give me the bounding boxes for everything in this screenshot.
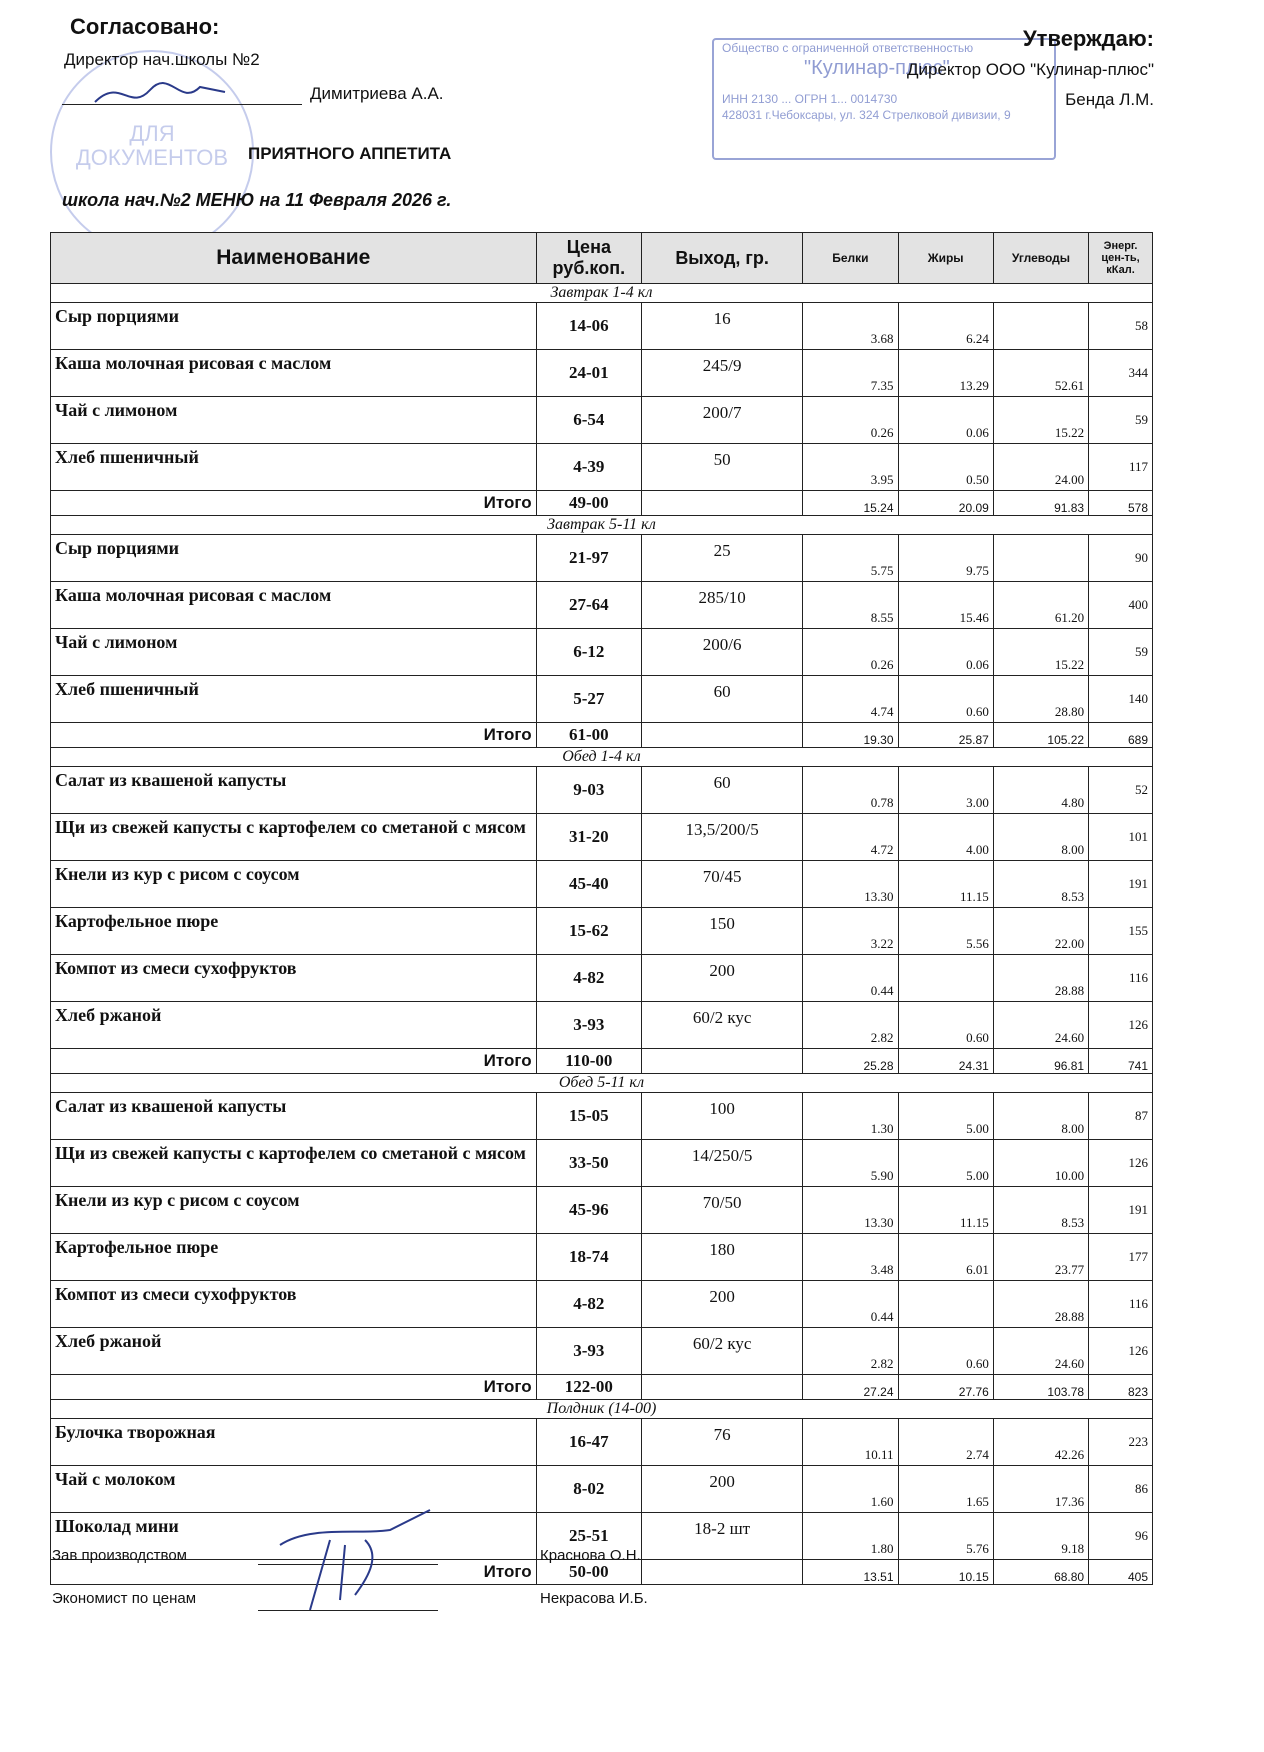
table-row <box>51 397 1153 444</box>
dish-kcal: 155 <box>1089 908 1153 955</box>
dish-yield: 13,5/200/5 <box>642 814 803 861</box>
bon-appetit: ПРИЯТНОГО АППЕТИТА <box>248 144 452 163</box>
dish-carbs: 24.60 <box>993 1002 1088 1049</box>
dish-price: 6-54 <box>536 397 641 444</box>
col-price-header: Цена руб.коп. <box>536 233 641 284</box>
table-row <box>51 629 1153 676</box>
col-name-header: Наименование <box>51 233 537 284</box>
total-label: Итого <box>51 1375 537 1400</box>
section-title: Обед 1-4 кл <box>51 748 1153 767</box>
dish-carbs: 28.88 <box>993 955 1088 1002</box>
dish-kcal: 126 <box>1089 1140 1153 1187</box>
dish-carbs: 24.00 <box>993 444 1088 491</box>
dish-name: Чай с молоком <box>51 1466 537 1513</box>
dish-yield: 200 <box>642 955 803 1002</box>
dish-yield: 70/45 <box>642 861 803 908</box>
dish-price: 31-20 <box>536 814 641 861</box>
dish-yield: 245/9 <box>642 350 803 397</box>
dish-kcal: 90 <box>1089 535 1153 582</box>
dish-protein: 8.55 <box>803 582 898 629</box>
total-fat: 25.87 <box>898 723 993 748</box>
dish-fat: 11.15 <box>898 861 993 908</box>
dish-name: Булочка творожная <box>51 1419 537 1466</box>
dish-fat: 0.06 <box>898 397 993 444</box>
table-row <box>51 1002 1153 1049</box>
menu-body <box>51 284 1153 1585</box>
total-fat: 24.31 <box>898 1049 993 1074</box>
table-row <box>51 1234 1153 1281</box>
dish-kcal: 191 <box>1089 1187 1153 1234</box>
dish-protein: 7.35 <box>803 350 898 397</box>
dish-carbs: 8.00 <box>993 814 1088 861</box>
dish-yield: 200 <box>642 1281 803 1328</box>
dish-carbs: 15.22 <box>993 397 1088 444</box>
approved-signature <box>90 72 230 116</box>
total-protein: 25.28 <box>803 1049 898 1074</box>
total-carbs: 103.78 <box>993 1375 1088 1400</box>
dish-name: Салат из квашеной капусты <box>51 1093 537 1140</box>
dish-protein: 0.44 <box>803 1281 898 1328</box>
dish-fat: 6.01 <box>898 1234 993 1281</box>
total-yield-empty <box>642 723 803 748</box>
dish-protein: 2.82 <box>803 1328 898 1375</box>
dish-protein: 0.78 <box>803 767 898 814</box>
dish-price: 4-82 <box>536 1281 641 1328</box>
total-fat: 10.15 <box>898 1560 993 1585</box>
dish-price: 16-47 <box>536 1419 641 1466</box>
dish-protein: 0.44 <box>803 955 898 1002</box>
dish-carbs: 22.00 <box>993 908 1088 955</box>
footer-signature <box>270 1505 450 1615</box>
table-row <box>51 908 1153 955</box>
dish-yield: 25 <box>642 535 803 582</box>
total-label: Итого <box>51 1560 537 1585</box>
dish-protein: 3.48 <box>803 1234 898 1281</box>
dish-yield: 100 <box>642 1093 803 1140</box>
dish-carbs: 8.53 <box>993 1187 1088 1234</box>
total-label: Итого <box>51 491 537 516</box>
dish-protein: 4.74 <box>803 676 898 723</box>
dish-price: 4-39 <box>536 444 641 491</box>
dish-fat: 13.29 <box>898 350 993 397</box>
dish-kcal: 101 <box>1089 814 1153 861</box>
dish-name: Кнели из кур с рисом с соусом <box>51 1187 537 1234</box>
dish-yield: 60 <box>642 676 803 723</box>
stamp-line-1: Общество с ограниченной ответственностью <box>722 41 974 55</box>
dish-protein: 3.95 <box>803 444 898 491</box>
total-protein: 13.51 <box>803 1560 898 1585</box>
dish-name: Сыр порциями <box>51 303 537 350</box>
table-row <box>51 1187 1153 1234</box>
dish-carbs: 28.80 <box>993 676 1088 723</box>
total-row <box>51 1375 1153 1400</box>
dish-kcal: 344 <box>1089 350 1153 397</box>
dish-yield: 60/2 кус <box>642 1002 803 1049</box>
dish-yield: 150 <box>642 908 803 955</box>
dish-yield: 285/10 <box>642 582 803 629</box>
dish-protein: 2.82 <box>803 1002 898 1049</box>
approved-title: Согласовано: <box>70 14 220 39</box>
dish-price: 27-64 <box>536 582 641 629</box>
dish-kcal: 400 <box>1089 582 1153 629</box>
dish-fat <box>898 955 993 1002</box>
total-row <box>51 491 1153 516</box>
dish-fat: 2.74 <box>898 1419 993 1466</box>
table-row <box>51 1419 1153 1466</box>
total-kcal: 405 <box>1089 1560 1153 1585</box>
dish-kcal: 87 <box>1089 1093 1153 1140</box>
dish-price: 9-03 <box>536 767 641 814</box>
dish-protein: 3.68 <box>803 303 898 350</box>
total-kcal: 689 <box>1089 723 1153 748</box>
table-row <box>51 1466 1153 1513</box>
dish-yield: 14/250/5 <box>642 1140 803 1187</box>
dish-carbs: 15.22 <box>993 629 1088 676</box>
section-header-row <box>51 1400 1153 1419</box>
dish-price: 15-62 <box>536 908 641 955</box>
dish-price: 24-01 <box>536 350 641 397</box>
dish-protein: 1.80 <box>803 1513 898 1560</box>
dish-fat: 5.56 <box>898 908 993 955</box>
dish-yield: 76 <box>642 1419 803 1466</box>
dish-protein: 10.11 <box>803 1419 898 1466</box>
dish-price: 45-96 <box>536 1187 641 1234</box>
stamp-line-2: "Кулинар-плюс" <box>804 57 950 79</box>
total-kcal: 823 <box>1089 1375 1153 1400</box>
footer-name-2: Некрасова И.Б. <box>540 1590 648 1607</box>
dish-kcal: 177 <box>1089 1234 1153 1281</box>
dish-fat: 15.46 <box>898 582 993 629</box>
dish-fat: 9.75 <box>898 535 993 582</box>
dish-name: Каша молочная рисовая с маслом <box>51 582 537 629</box>
round-stamp-text: ДЛЯ ДОКУМЕНТОВ <box>75 121 229 170</box>
total-carbs: 91.83 <box>993 491 1088 516</box>
dish-kcal: 52 <box>1089 767 1153 814</box>
table-row <box>51 861 1153 908</box>
dish-carbs: 10.00 <box>993 1140 1088 1187</box>
dish-kcal: 86 <box>1089 1466 1153 1513</box>
dish-fat: 6.24 <box>898 303 993 350</box>
dish-name: Хлеб пшеничный <box>51 444 537 491</box>
dish-price: 18-74 <box>536 1234 641 1281</box>
total-row <box>51 1049 1153 1074</box>
dish-yield: 16 <box>642 303 803 350</box>
total-protein: 15.24 <box>803 491 898 516</box>
total-price: 50-00 <box>536 1560 641 1585</box>
dish-name: Картофельное пюре <box>51 1234 537 1281</box>
total-label: Итого <box>51 723 537 748</box>
col-fat-header: Жиры <box>898 233 993 284</box>
dish-carbs <box>993 535 1088 582</box>
table-row <box>51 955 1153 1002</box>
dish-price: 3-93 <box>536 1002 641 1049</box>
dish-yield: 200/7 <box>642 397 803 444</box>
dish-price: 4-82 <box>536 955 641 1002</box>
col-energy-header: Энерг. цен-ть, кКал. <box>1089 233 1153 284</box>
dish-name: Щи из свежей капусты с картофелем со сметаной с мясом <box>51 1140 537 1187</box>
dish-protein: 4.72 <box>803 814 898 861</box>
footer-name-1: Краснова О.Н. <box>540 1547 641 1564</box>
dish-yield: 60/2 кус <box>642 1328 803 1375</box>
dish-name: Хлеб пшеничный <box>51 676 537 723</box>
footer-role-2: Экономист по ценам <box>52 1590 197 1607</box>
dish-fat: 0.06 <box>898 629 993 676</box>
company-stamp <box>712 38 1056 160</box>
total-fat: 27.76 <box>898 1375 993 1400</box>
section-title: Обед 5-11 кл <box>51 1074 1153 1093</box>
dish-price: 33-50 <box>536 1140 641 1187</box>
dish-carbs: 4.80 <box>993 767 1088 814</box>
table-row <box>51 676 1153 723</box>
table-row <box>51 582 1153 629</box>
dish-yield: 60 <box>642 767 803 814</box>
dish-fat: 4.00 <box>898 814 993 861</box>
col-yield-header: Выход, гр. <box>642 233 803 284</box>
dish-protein: 1.60 <box>803 1466 898 1513</box>
dish-name: Сыр порциями <box>51 535 537 582</box>
footer-signature-line-2 <box>258 1610 438 1611</box>
total-price: 49-00 <box>536 491 641 516</box>
dish-price: 15-05 <box>536 1093 641 1140</box>
dish-carbs: 52.61 <box>993 350 1088 397</box>
dish-carbs: 8.00 <box>993 1093 1088 1140</box>
dish-fat: 0.60 <box>898 1328 993 1375</box>
total-price: 110-00 <box>536 1049 641 1074</box>
dish-carbs: 17.36 <box>993 1466 1088 1513</box>
stamp-line-4: 428031 г.Чебоксары, ул. 324 Стрелковой дивизии, 9 <box>722 108 1011 122</box>
dish-fat: 5.00 <box>898 1093 993 1140</box>
table-row <box>51 1093 1153 1140</box>
section-header-row <box>51 284 1153 303</box>
dish-name: Салат из квашеной капусты <box>51 767 537 814</box>
col-protein-header: Белки <box>803 233 898 284</box>
dish-kcal: 96 <box>1089 1513 1153 1560</box>
dish-carbs: 24.60 <box>993 1328 1088 1375</box>
dish-protein: 0.26 <box>803 629 898 676</box>
dish-carbs: 9.18 <box>993 1513 1088 1560</box>
dish-name: Щи из свежей капусты с картофелем со сметаной с мясом <box>51 814 537 861</box>
dish-price: 25-51 <box>536 1513 641 1560</box>
dish-fat: 0.50 <box>898 444 993 491</box>
total-label: Итого <box>51 1049 537 1074</box>
dish-price: 45-40 <box>536 861 641 908</box>
dish-name: Шоколад мини <box>51 1513 537 1560</box>
total-protein: 19.30 <box>803 723 898 748</box>
footer-role-1: Зав производством <box>52 1547 187 1564</box>
dish-price: 3-93 <box>536 1328 641 1375</box>
dish-fat: 5.76 <box>898 1513 993 1560</box>
dish-carbs <box>993 303 1088 350</box>
dish-kcal: 140 <box>1089 676 1153 723</box>
confirm-position: Директор ООО "Кулинар-плюс" <box>906 60 1154 79</box>
dish-yield: 70/50 <box>642 1187 803 1234</box>
dish-price: 21-97 <box>536 535 641 582</box>
total-kcal: 741 <box>1089 1049 1153 1074</box>
dish-protein: 5.90 <box>803 1140 898 1187</box>
dish-fat: 0.60 <box>898 1002 993 1049</box>
section-title: Завтрак 5-11 кл <box>51 516 1153 535</box>
total-yield-empty <box>642 491 803 516</box>
total-carbs: 105.22 <box>993 723 1088 748</box>
dish-protein: 5.75 <box>803 535 898 582</box>
dish-protein: 0.26 <box>803 397 898 444</box>
dish-price: 6-12 <box>536 629 641 676</box>
dish-price: 5-27 <box>536 676 641 723</box>
section-header-row <box>51 516 1153 535</box>
table-row <box>51 1140 1153 1187</box>
table-row <box>51 814 1153 861</box>
table-row <box>51 535 1153 582</box>
dish-name: Хлеб ржаной <box>51 1002 537 1049</box>
dish-fat: 0.60 <box>898 676 993 723</box>
section-title: Завтрак 1-4 кл <box>51 284 1153 303</box>
total-price: 122-00 <box>536 1375 641 1400</box>
dish-kcal: 58 <box>1089 303 1153 350</box>
total-yield-empty <box>642 1375 803 1400</box>
dish-fat: 5.00 <box>898 1140 993 1187</box>
table-row <box>51 767 1153 814</box>
dish-yield: 50 <box>642 444 803 491</box>
dish-carbs: 8.53 <box>993 861 1088 908</box>
dish-kcal: 116 <box>1089 955 1153 1002</box>
dish-price: 8-02 <box>536 1466 641 1513</box>
dish-name: Хлеб ржаной <box>51 1328 537 1375</box>
table-row <box>51 1328 1153 1375</box>
dish-kcal: 59 <box>1089 629 1153 676</box>
dish-carbs: 42.26 <box>993 1419 1088 1466</box>
dish-protein: 1.30 <box>803 1093 898 1140</box>
section-header-row <box>51 748 1153 767</box>
dish-price: 14-06 <box>536 303 641 350</box>
dish-yield: 200 <box>642 1466 803 1513</box>
dish-name: Компот из смеси сухофруктов <box>51 1281 537 1328</box>
dish-kcal: 117 <box>1089 444 1153 491</box>
dish-kcal: 191 <box>1089 861 1153 908</box>
total-fat: 20.09 <box>898 491 993 516</box>
table-row <box>51 350 1153 397</box>
dish-name: Каша молочная рисовая с маслом <box>51 350 537 397</box>
dish-protein: 3.22 <box>803 908 898 955</box>
dish-name: Картофельное пюре <box>51 908 537 955</box>
total-row <box>51 723 1153 748</box>
total-price: 61-00 <box>536 723 641 748</box>
section-title: Полдник (14-00) <box>51 1400 1153 1419</box>
dish-kcal: 59 <box>1089 397 1153 444</box>
dish-fat: 3.00 <box>898 767 993 814</box>
dish-kcal: 126 <box>1089 1328 1153 1375</box>
dish-carbs: 23.77 <box>993 1234 1088 1281</box>
dish-name: Чай с лимоном <box>51 629 537 676</box>
dish-yield: 180 <box>642 1234 803 1281</box>
total-yield-empty <box>642 1560 803 1585</box>
total-carbs: 96.81 <box>993 1049 1088 1074</box>
dish-fat <box>898 1281 993 1328</box>
total-protein: 27.24 <box>803 1375 898 1400</box>
approved-name: Димитриева А.А. <box>310 84 444 103</box>
table-row <box>51 444 1153 491</box>
menu-table <box>50 232 1153 1585</box>
dish-name: Компот из смеси сухофруктов <box>51 955 537 1002</box>
total-yield-empty <box>642 1049 803 1074</box>
section-header-row <box>51 1074 1153 1093</box>
dish-yield: 18-2 шт <box>642 1513 803 1560</box>
dish-carbs: 61.20 <box>993 582 1088 629</box>
dish-kcal: 116 <box>1089 1281 1153 1328</box>
table-row <box>51 303 1153 350</box>
dish-kcal: 223 <box>1089 1419 1153 1466</box>
total-kcal: 578 <box>1089 491 1153 516</box>
dish-name: Кнели из кур с рисом с соусом <box>51 861 537 908</box>
confirm-title: Утверждаю: <box>1023 26 1154 51</box>
menu-title: школа нач.№2 МЕНЮ на 11 Февраля 2026 г. <box>62 190 452 210</box>
dish-protein: 13.30 <box>803 861 898 908</box>
dish-fat: 1.65 <box>898 1466 993 1513</box>
total-carbs: 68.80 <box>993 1560 1088 1585</box>
dish-fat: 11.15 <box>898 1187 993 1234</box>
dish-carbs: 28.88 <box>993 1281 1088 1328</box>
confirm-name: Бенда Л.М. <box>1065 90 1154 109</box>
stamp-line-3: ИНН 2130 ... ОГРН 1... 0014730 <box>722 92 898 106</box>
table-header-row <box>51 233 1153 284</box>
approved-position: Директор нач.школы №2 <box>64 50 260 69</box>
table-row <box>51 1281 1153 1328</box>
dish-name: Чай с лимоном <box>51 397 537 444</box>
dish-kcal: 126 <box>1089 1002 1153 1049</box>
dish-protein: 13.30 <box>803 1187 898 1234</box>
dish-yield: 200/6 <box>642 629 803 676</box>
col-carbs-header: Углеводы <box>993 233 1088 284</box>
